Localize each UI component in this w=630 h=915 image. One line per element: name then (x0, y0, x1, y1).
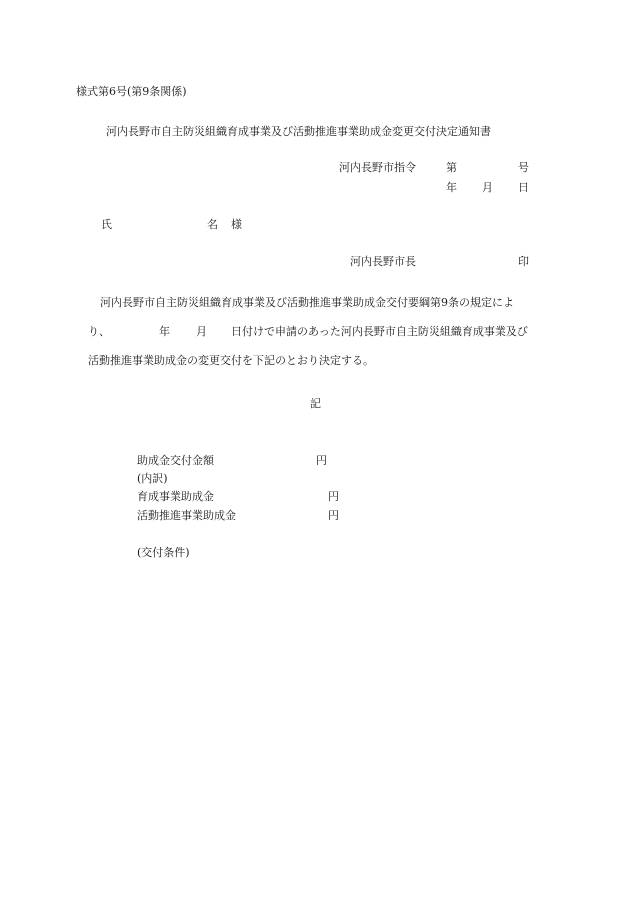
item-katsudo-unit: 円 (328, 509, 339, 522)
document-title: 河内長野市自主防災組織育成事業及び活動推進事業助成金変更交付決定通知書 (106, 125, 491, 138)
issue-date-day: 日 (518, 181, 529, 194)
issue-date-year: 年 (446, 181, 457, 194)
ki-heading: 記 (310, 397, 321, 410)
total-amount-unit: 円 (316, 454, 327, 467)
document-number-prefix: 河内長野市指令 (339, 161, 416, 174)
document-number-go: 号 (518, 161, 529, 174)
body-line-2-rest: 日付けで申請のあった河内長野市自主防災組織育成事業及び (231, 325, 528, 338)
issue-date-month: 月 (482, 181, 493, 194)
item-ikusei-unit: 円 (328, 490, 339, 503)
body-line-2-month: 月 (196, 325, 207, 338)
recipient-mei: 名 (207, 218, 218, 231)
issuer-title: 河内長野市長 (350, 255, 416, 268)
item-ikusei-label: 育成事業助成金 (137, 490, 214, 503)
body-line-1: 河内長野市自主防災組織育成事業及び活動推進事業助成金交付要綱第9条の規定によ (100, 296, 514, 309)
item-katsudo-label: 活動推進事業助成金 (137, 509, 236, 522)
recipient-sama: 様 (231, 218, 242, 231)
body-line-2-year: 年 (159, 325, 170, 338)
body-line-2-start: り、 (88, 325, 110, 338)
form-number: 様式第6号(第9条関係) (76, 85, 187, 98)
issuer-seal: 印 (518, 255, 529, 268)
conditions-label: (交付条件) (137, 546, 190, 559)
total-amount-label: 助成金交付金額 (137, 454, 214, 467)
recipient-shi: 氏 (101, 218, 112, 231)
breakdown-label: (内訳) (137, 472, 168, 485)
body-line-3: 活動推進事業助成金の変更交付を下記のとおり決定する。 (88, 354, 374, 367)
document-number-dai: 第 (446, 161, 457, 174)
